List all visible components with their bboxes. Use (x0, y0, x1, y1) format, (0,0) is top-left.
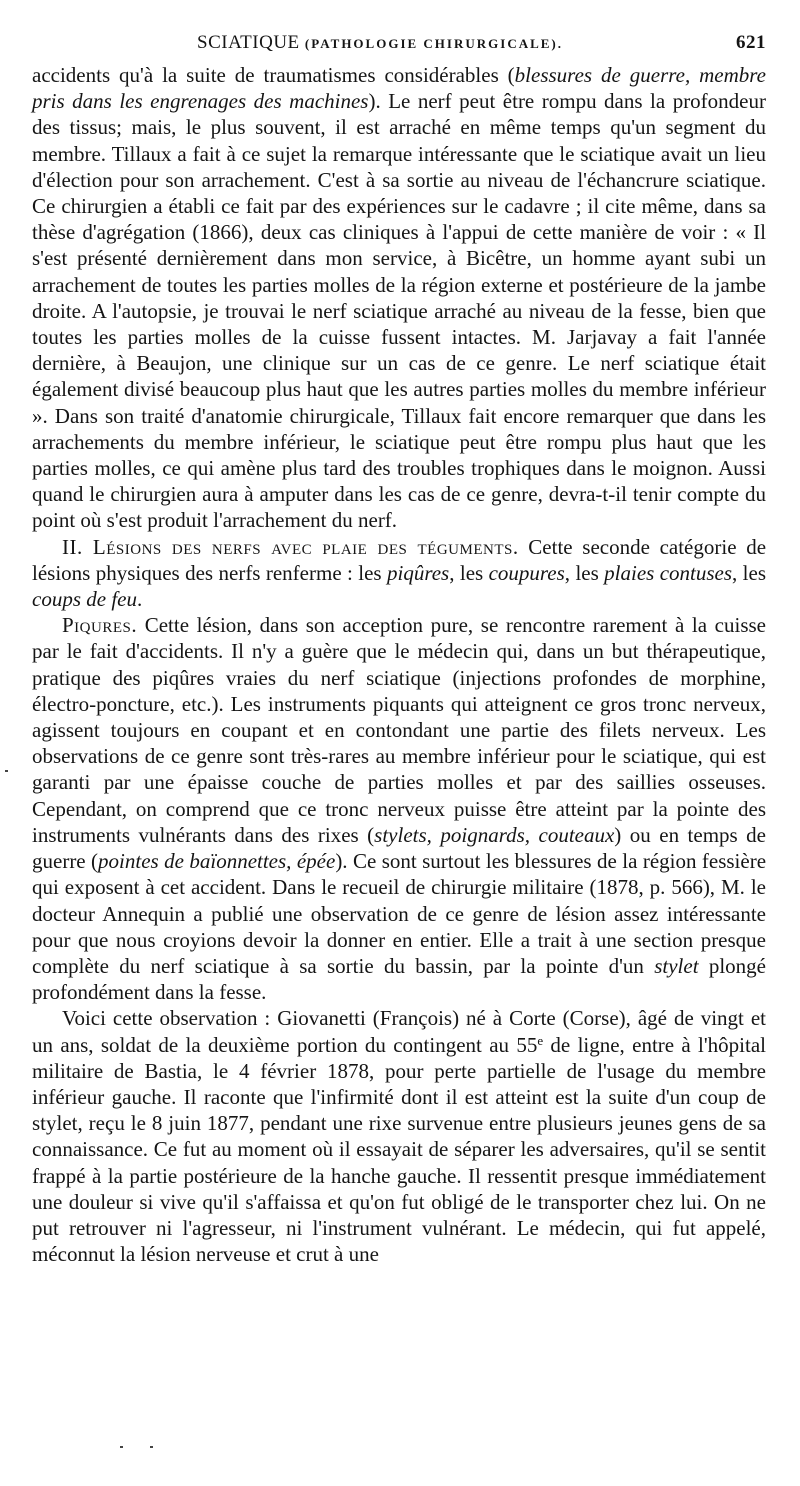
text-run: plongé profondément dans la fesse. (32, 953, 766, 1005)
section-heading: II. Lésions des nerfs avec plaie des téguments. (62, 534, 519, 559)
text-run: , les (564, 560, 605, 585)
body-text (32, 62, 766, 1267)
text-run: . (136, 587, 143, 612)
italic-run: stylet (654, 953, 699, 978)
italic-run: piqûres (386, 560, 450, 585)
superscript: e (537, 1032, 544, 1048)
paragraph-1 (32, 62, 766, 534)
header-subtitle: (PATHOLOGIE CHIRURGICALE). (304, 36, 564, 51)
text-run: Voici cette observation : Giovanetti (François) né à Corte (Corse), âgé de vingt et un ans, soldat de la deuxième portion du contingent au 55 (32, 1006, 766, 1057)
text-run: Cette seconde catégorie de lésions physiques des nerfs renferme : les (32, 534, 767, 585)
text-run: Cette lésion, dans son acception pure, se rencontre rarement à la cuisse par le fait d'accidents. Il n'y a guère que le médecin qui, dans un but thérapeutique, pratique des piqûres vraies du nerf sciatique (injections profondes de morphine, électro-poncture, etc.). Les instruments piquants qui atteignent ce gros tronc nerveux, agissent toujours en coupant et en contondant une partie des filets nerveux. Les observations de ce genre sont très-rares au membre inférieur pour le sciatique, qui est garanti par une épaisse couche de parties molles et par des saillies osseuses. Cependant, on comprend que ce tronc nerveux puisse être atteint par la pointe des instruments vulnérants dans des rixes ( (32, 613, 766, 847)
text-run: , les (732, 560, 766, 585)
running-title (197, 32, 563, 54)
print-speck (120, 1446, 123, 1448)
text-run: accidents qu'à la suite de traumatismes considérables ( (32, 63, 515, 87)
text-run: ) ou en temps de guerre ( (32, 822, 766, 874)
paragraph-2 (32, 534, 766, 613)
italic-run: plaies contuses (604, 560, 733, 585)
running-header (32, 28, 766, 62)
text-run: de ligne, entre à l'hôpital militaire de Bastia, le 4 février 1878, pour perte partielle de l'usage du membre inférieur gauche. Il raconte que l'infirmité dont il est atteint est la suite d'un coup de stylet, reçu le 8 juin 1877, pendant une rixe survenue entre plusieurs jeunes gens de sa connaissance. Ce fut au moment où il essayait de séparer les adversaires, qu'il se sentit frappé à la partie postérieure de la hanche gauche. Il ressentit presque immédiatement une douleur si vive qu'il s'affaissa et qu'on fut obligé de le transporter chez lui. On ne put retrouver ni l'agresseur, ni l'instrument vulnérant. Le médecin, qui fut appelé, méconnut la lésion nerveuse et crut à une (32, 1032, 766, 1267)
paragraph-4 (32, 1005, 766, 1267)
italic-run: stylets, poignards, couteaux (374, 822, 615, 847)
print-speck (5, 770, 8, 772)
paragraph-3 (32, 612, 766, 1005)
italic-run: pointes de baïonnettes, épée (98, 849, 336, 874)
header-title: SCIATIQUE (197, 32, 300, 53)
italic-run: coups de feu (32, 587, 137, 612)
print-speck (150, 1446, 153, 1448)
text-run: ). Ce sont surtout les blessures de la région fessière qui exposent à cet accident. Dans le recueil de chirurgie militaire (1878, p. 566), M. le docteur Annequin a publié une observation de ce genre de lésion assez intéressante pour que nous croyions devoir la donner en entier. Elle a trait à une section presque complète du nerf sciatique à sa sortie du bassin, par la pointe d'un (32, 849, 767, 978)
italic-run: coupures (488, 560, 565, 585)
book-page (32, 28, 766, 1267)
text-run: , les (449, 560, 489, 585)
text-run: ). Le nerf peut être rompu dans la profondeur des tissus; mais, le plus souvent, il est arraché en même temps qu'un segment du membre. Tillaux a fait à ce sujet la remarque intéressante que le sciatique avait un lieu d'élection pour son arrachement. C'est à sa sortie au niveau de l'échancrure sciatique. Ce chirurgien a établi ce fait par des expériences sur le cadavre ; il cite même, dans sa thèse d'agrégation (1866), deux cas cliniques à l'appui de cette manière de voir : « Il s'est présenté dernièrement dans mon service, à Bicêtre, un homme ayant subi un arrachement de toutes les parties molles de la région externe et postérieure de la jambe droite. A l'autopsie, je trouvai le nerf sciatique arraché au niveau de la fesse, bien que toutes les parties molles de la cuisse fussent intactes. M. Jarjavay a fait l'année dernière, à Beaujon, une clinique sur un cas de ce genre. Le nerf sciatique était également divisé beaucoup plus haut que les autres parties molles du membre inférieur ». Dans son traité d'anatomie chirurgicale, Tillaux fait encore remarquer que dans les arrachements du membre inférieur, le sciatique peut être rompu plus haut que les parties molles, ce qui amène plus tard des troubles trophiques dans le moignon. Aussi quand le chirurgien aura à amputer dans les cas de ce genre, devra-t-il tenir compte du point où s'est produit l'arrachement du nerf. (32, 89, 766, 533)
subsection-heading: Piqures. (62, 613, 138, 638)
italic-run: blessures de guerre, membre pris dans les engrenages des machines (32, 63, 767, 114)
page-number: 621 (736, 32, 766, 53)
